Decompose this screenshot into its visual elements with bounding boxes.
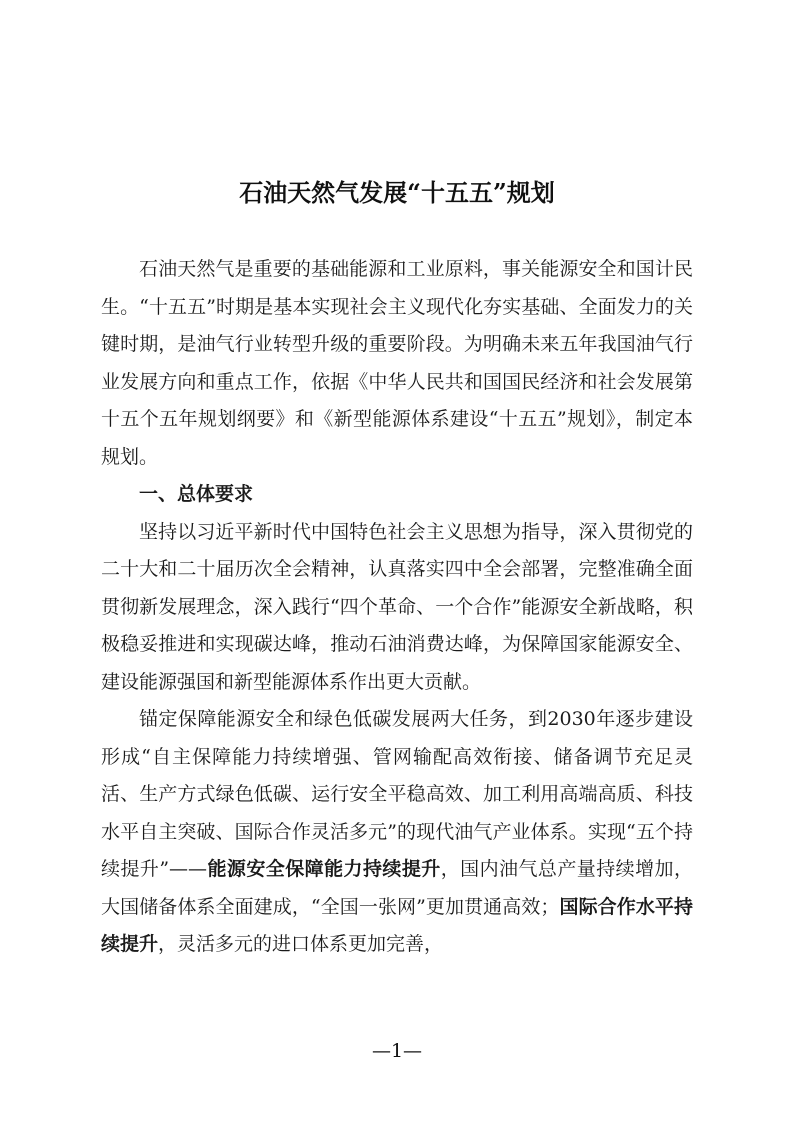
guiding-principle-paragraph: 坚持以习近平新时代中国特色社会主义思想为指导，深入贯彻党的二十大和二十届历次全会精神，认真落实四中全会部署，完整准确全面贯彻新发展理念，深入践行“四个革命、一个合作”能源安全新战略，积极稳妥推进和实现碳达峰，推动石油消费达峰，为保障国家能源安全、建设能源强国和新型能源体系作出更大贡献。: [101, 520, 693, 693]
page-number: —1—: [371, 1040, 423, 1062]
section-heading: 一、总体要求: [139, 483, 254, 505]
goals-text-start: 锚定保障能源安全和绿色低碳发展两大任务，到2030年逐步建设形成“自主保障能力持续增强、管网输配高效衔接、储备调节充足灵活、生产方式绿色低碳、运行安全平稳高效、加工利用高端高质、科技水平自主突破、国际合作灵活多元”的现代油气产业体系。实现“五个持续提升”——: [101, 708, 693, 880]
goals-text-middle: ，国内油气总产量持续增加，大国储备体系全面建成，“全国一张网”更加贯通高效；: [101, 858, 693, 918]
intro-paragraph: 石油天然气是重要的基础能源和工业原料，事关能源安全和国计民生。“十五五”时期是基本实现社会主义现代化夯实基础、全面发力的关键时期，是油气行业转型升级的重要阶段。为明确未来五年我国油气行业发展方向和重点工作，依据《中华人民共和国国民经济和社会发展第十五个五年规划纲要》和《新型能源体系建设“十五五”规划》，制定本规划。: [101, 258, 693, 468]
bold-phrase-international-cooperation: 国际合作水平持续提升: [101, 895, 693, 955]
document-body: [101, 251, 693, 964]
document-title: 石油天然气发展“十五五”规划: [239, 178, 555, 207]
goals-paragraph: [101, 701, 693, 964]
bold-phrase-energy-security: 能源安全保障能力持续提升: [207, 858, 441, 880]
goals-text-end: ，灵活多元的进口体系更加完善，: [158, 933, 444, 955]
